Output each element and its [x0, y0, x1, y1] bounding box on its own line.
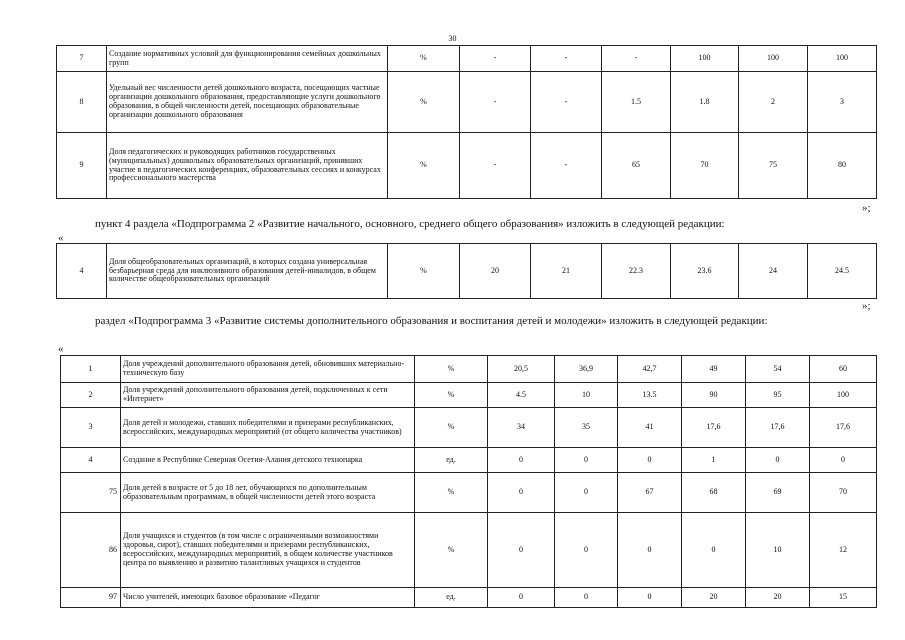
value-cell: 100 — [810, 383, 877, 408]
value-cell: 12 — [810, 513, 877, 588]
value-cell: 1.8 — [671, 72, 739, 133]
opening-quote-1: « — [58, 232, 64, 244]
value-cell: - — [460, 133, 531, 199]
value-cell: 24 — [739, 244, 808, 299]
value-cell: 0 — [488, 513, 555, 588]
value-cell: 22.3 — [602, 244, 671, 299]
unit-cell: % — [415, 408, 488, 448]
value-cell: 17,6 — [746, 408, 810, 448]
value-cell: 0 — [618, 513, 682, 588]
row-number: 8 — [57, 72, 107, 133]
table-row — [61, 408, 877, 448]
value-cell: 1 — [682, 448, 746, 473]
closing-quote-1: »; — [862, 202, 871, 214]
value-cell: 100 — [808, 46, 877, 72]
value-cell: 13.5 — [618, 383, 682, 408]
table-row — [61, 356, 877, 383]
unit-cell: % — [415, 383, 488, 408]
value-cell: - — [531, 72, 602, 133]
value-cell: 20 — [460, 244, 531, 299]
row-number: 3 — [61, 408, 121, 448]
value-cell: 69 — [746, 473, 810, 513]
value-cell: 100 — [671, 46, 739, 72]
table-row — [57, 244, 877, 299]
row-number: 97 — [61, 588, 121, 608]
value-cell: 0 — [810, 448, 877, 473]
value-cell: 41 — [618, 408, 682, 448]
unit-cell: % — [415, 513, 488, 588]
unit-cell: % — [388, 244, 460, 299]
value-cell: 10 — [746, 513, 810, 588]
unit-cell: % — [388, 46, 460, 72]
value-cell: 65 — [602, 133, 671, 199]
value-cell: 68 — [682, 473, 746, 513]
value-cell: 0 — [682, 513, 746, 588]
value-cell: 35 — [555, 408, 618, 448]
value-cell: 0 — [618, 588, 682, 608]
value-cell: 17,6 — [682, 408, 746, 448]
value-cell: 20,5 — [488, 356, 555, 383]
indicator-text: Доля учащихся и студентов (в том числе с ограниченными возможностями здоровья, сирот), ставших победителями и призерами республиканских, всероссийских, международных мероприятий, в общем количестве участников центра по выявлению и развитию талантливых учащихся и студентов — [121, 513, 415, 588]
row-number: 75 — [61, 473, 121, 513]
row-number: 1 — [61, 356, 121, 383]
value-cell: 67 — [618, 473, 682, 513]
indicator-text: Доля педагогических и руководящих работников государственных (муниципальных) дошкольных образовательных организаций, принявших участие в педагогических конференциях, образовательных сессиях и конкурсах профессионального мастерства — [107, 133, 388, 199]
value-cell: 0 — [488, 473, 555, 513]
value-cell: 0 — [555, 513, 618, 588]
table-row — [61, 383, 877, 408]
indicator-text: Удельный вес численности детей дошкольного возраста, посещающих частные организации дошкольного образования, предоставляющие услуги дошкольного образования, в общей численности детей, посещающих образовательные организации дошкольного образования — [107, 72, 388, 133]
indicator-text: Создание в Республике Северная Осетия-Алания детского технопарка — [121, 448, 415, 473]
indicator-text: Доля детей в возрасте от 5 до 18 лет, обучающихся по дополнительным образовательным программам, в общей численности детей этого возраста — [121, 473, 415, 513]
indicator-text: Доля детей и молодежи, ставших победителями и призерами республиканских, всероссийских, международных мероприятий (от общего количества участников) — [121, 408, 415, 448]
value-cell: 70 — [810, 473, 877, 513]
value-cell: - — [460, 72, 531, 133]
table-row — [61, 588, 877, 608]
value-cell: 20 — [746, 588, 810, 608]
indicator-text: Доля учреждений дополнительного образования детей, подключенных к сети «Интернет» — [121, 383, 415, 408]
value-cell: 34 — [488, 408, 555, 448]
value-cell: 23.6 — [671, 244, 739, 299]
value-cell: 20 — [682, 588, 746, 608]
value-cell: 90 — [682, 383, 746, 408]
indicator-text: Доля общеобразовательных организаций, в которых создана универсальная безбарьерная среда для инклюзивного образования детей-инвалидов, в общем количестве общеобразовательных организаций — [107, 244, 388, 299]
indicator-text: Доля учреждений дополнительного образования детей, обновивших материально-техническую базу — [121, 356, 415, 383]
unit-cell: ед. — [415, 588, 488, 608]
amendment-paragraph-2: раздел «Подпрограмма 3 «Развитие системы дополнительного образования и воспитания детей и молодежи» изложить в следующей редакции: — [95, 315, 768, 327]
value-cell: - — [460, 46, 531, 72]
indicator-table-2 — [56, 243, 877, 299]
value-cell: 15 — [810, 588, 877, 608]
table-row — [61, 448, 877, 473]
page-number: 30 — [448, 34, 457, 43]
value-cell: 3 — [808, 72, 877, 133]
value-cell: 42,7 — [618, 356, 682, 383]
value-cell: 0 — [488, 448, 555, 473]
unit-cell: % — [415, 356, 488, 383]
value-cell: - — [531, 133, 602, 199]
value-cell: - — [602, 46, 671, 72]
value-cell: 10 — [555, 383, 618, 408]
table-row — [61, 513, 877, 588]
indicator-text: Создание нормативных условий для функционирования семейных дошкольных групп — [107, 46, 388, 72]
table-row — [57, 46, 877, 72]
row-number: 4 — [61, 448, 121, 473]
value-cell: 2 — [739, 72, 808, 133]
value-cell: - — [531, 46, 602, 72]
value-cell: 80 — [808, 133, 877, 199]
value-cell: 0 — [746, 448, 810, 473]
unit-cell: % — [388, 72, 460, 133]
value-cell: 54 — [746, 356, 810, 383]
unit-cell: ед. — [415, 448, 488, 473]
value-cell: 70 — [671, 133, 739, 199]
value-cell: 95 — [746, 383, 810, 408]
unit-cell: % — [415, 473, 488, 513]
indicator-table-3 — [60, 355, 877, 608]
value-cell: 21 — [531, 244, 602, 299]
row-number: 86 — [61, 513, 121, 588]
value-cell: 17,6 — [810, 408, 877, 448]
value-cell: 100 — [739, 46, 808, 72]
table-row — [57, 72, 877, 133]
indicator-table-1 — [56, 45, 877, 199]
row-number: 9 — [57, 133, 107, 199]
row-number: 2 — [61, 383, 121, 408]
value-cell: 0 — [555, 448, 618, 473]
opening-quote-2: « — [58, 343, 64, 355]
value-cell: 1.5 — [602, 72, 671, 133]
closing-quote-2: »; — [862, 300, 871, 312]
value-cell: 60 — [810, 356, 877, 383]
value-cell: 4.5 — [488, 383, 555, 408]
value-cell: 0 — [618, 448, 682, 473]
value-cell: 36,9 — [555, 356, 618, 383]
table-row — [61, 473, 877, 513]
value-cell: 0 — [488, 588, 555, 608]
indicator-text: Число учителей, имеющих базовое образование «Педагог — [121, 588, 415, 608]
value-cell: 24.5 — [808, 244, 877, 299]
unit-cell: % — [388, 133, 460, 199]
value-cell: 0 — [555, 588, 618, 608]
value-cell: 0 — [555, 473, 618, 513]
amendment-paragraph-1: пункт 4 раздела «Подпрограмма 2 «Развитие начального, основного, среднего общего образования» изложить в следующей редакции: — [95, 218, 725, 230]
row-number: 4 — [57, 244, 107, 299]
value-cell: 75 — [739, 133, 808, 199]
table-row — [57, 133, 877, 199]
value-cell: 49 — [682, 356, 746, 383]
row-number: 7 — [57, 46, 107, 72]
